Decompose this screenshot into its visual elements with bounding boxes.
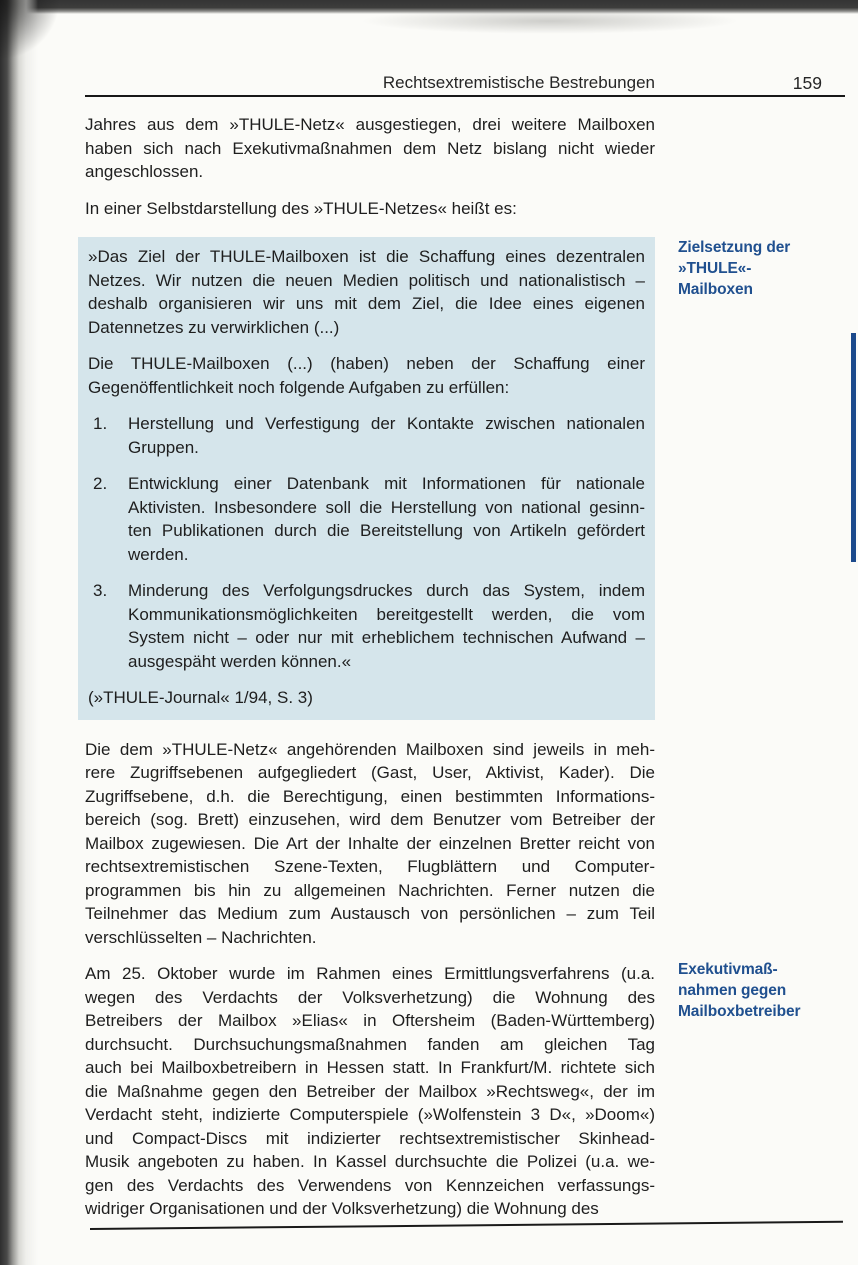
quote-paragraph-b: Die THULE-Mailboxen (...) (haben) neben der Schaffung einer Gegenöffentlichkeit noch folgende Aufgaben zu erfüllen: <box>88 354 645 397</box>
quote-citation: (»THULE-Journal« 1/94, S. 3) <box>88 688 313 707</box>
scan-corner-shadow <box>0 0 60 60</box>
scan-smudge <box>360 8 740 34</box>
quote-paragraph-a: »Das Ziel der THULE-Mailboxen ist die Schaffung eines dezentralen Netzes. Wir nutzen die neuen Medien politisch und nationalistisch – deshalb organisieren wir uns mit dem Ziel, die Idee eines eigenen Datennetzes zu verwirklichen (...) <box>88 247 645 337</box>
list-item-text: Herstellung und Verfestigung der Kontakte zwischen nationalen Gruppen. <box>128 414 645 457</box>
paragraph-lead-in: In einer Selbstdarstellung des »THULE-Netzes« heißt es: <box>85 198 517 218</box>
page-number: 159 <box>792 73 822 93</box>
running-header-title: Rechtsextremistische Bestrebungen <box>382 73 655 92</box>
scan-edge-left <box>0 0 38 1265</box>
paragraph-intro: Jahres aus dem »THULE-Netz« ausgestiegen, drei weitere Mailboxen haben sich nach Exekutivmaßnahmen dem Netz bislang nicht wieder angeschlossen. <box>85 115 655 181</box>
body-text-column <box>85 113 655 1234</box>
highlighted-quote-block <box>78 237 655 720</box>
paragraph-access-levels: Die dem »THULE-Netz« angehörenden Mailboxen sind jeweils in meh- rere Zugriffsebenen aufgegliedert (Gast, User, Aktivist, Kader). Die Zugriffsebene, d.h. die Berechtigung, einen bestimmten Informations- bereich (sog. Brett) einzusehen, wird dem Benutzer vom Betreiber der Mailbox zugewiesen. Die Art der Inhalte der einzelnen Bretter reicht von rechtsextremistischen Szene-Texten, Flugblättern und Computer- programmen bis hin zu allgemeinen Nachrichten. Ferner nutzen die Teilnehmer das Medium zum Austausch von persönlichen – zum Teil verschlüsselten – Nachrichten. <box>85 739 655 947</box>
list-item-text: Entwicklung einer Datenbank mit Informationen für nationale Aktivisten. Insbesondere soll die Herstellung von national gesinn- ten Publikationen durch die Bereitstellung von Artikeln gefördert werden. <box>128 474 645 564</box>
header-rule <box>85 95 845 97</box>
list-item-number: 2. <box>93 474 108 493</box>
quote-list-item-1 <box>88 412 645 459</box>
quote-list-item-2 <box>88 472 645 566</box>
list-item-text: Minderung des Verfolgungsdruckes durch das System, indem Kommunikationsmöglichkeiten bereitgestellt werden, die vom System nicht – oder nur mit erheblichem technischen Aufwand – ausgespäht werden können.« <box>128 581 645 671</box>
quote-list-item-3 <box>88 579 645 673</box>
margin-note-exekutivmassnahmen: Exekutivmaß- nahmen gegen Mailboxbetreiber <box>678 961 801 1020</box>
paragraph-raids: Am 25. Oktober wurde im Rahmen eines Ermittlungsverfahrens (u.a. wegen des Verdachts der Volksverhetzung) die Wohnung des Betreibers der Mailbox »Elias« in Oftersheim (Baden-Württemberg) durchsucht. Durchsuchungsmaßnahmen fanden am gleichen Tag auch bei Mailboxbetreibern in Hessen statt. In Frankfurt/M. richtete sich die Maßnahme gegen den Betreiber der Mailbox »Rechtsweg«, der im Verdacht steht, indizierte Computerspiele (»Wolfenstein 3 D«, »Doom«) und Compact-Discs mit indizierter rechtsextremistischer Skinhead- Musik angeboten zu haben. In Kassel durchsuchte die Polizei (u.a. we- gen des Verdachts des Verwendens von Kennzeichen verfassungs- widriger Organisationen und der Volksverhetzung) die Wohnung des <box>85 964 655 1218</box>
margin-note-zielsetzung: Zielsetzung der »THULE«- Mailboxen <box>678 239 791 298</box>
chapter-edge-marker-bar <box>851 333 856 562</box>
list-item-number: 3. <box>93 581 108 600</box>
list-item-number: 1. <box>93 414 108 433</box>
